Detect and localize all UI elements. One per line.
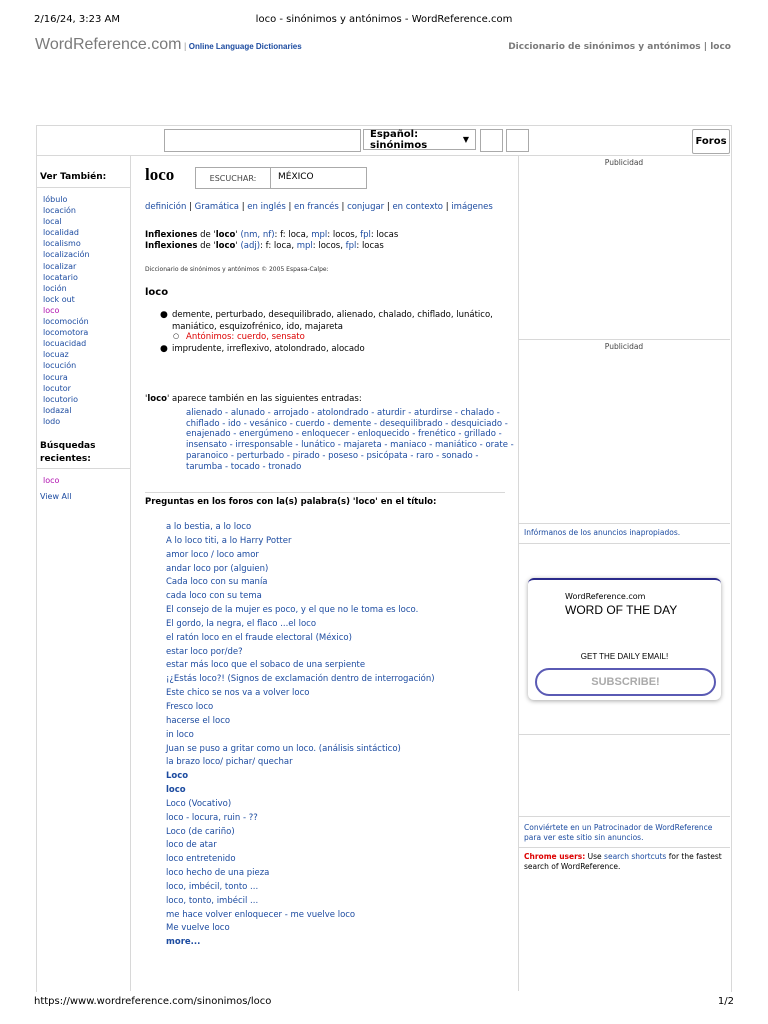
sidebar-divider	[36, 187, 130, 188]
synonyms-2	[160, 344, 502, 356]
forum-question-link[interactable]: Loco (de cariño)	[166, 826, 235, 837]
antonyms-text: Antónimos: cuerdo, sensato	[186, 332, 305, 342]
subscribe-button[interactable]: SUBSCRIBE!	[535, 668, 716, 696]
inflections-word: loco	[215, 241, 236, 251]
inflections-text: : locas	[356, 241, 384, 251]
forum-question-link[interactable]: a lo bestia, a lo loco	[166, 522, 252, 532]
see-also-item[interactable]: lóbulo	[43, 195, 68, 204]
nav-en-ingles[interactable]: en inglés	[247, 202, 286, 212]
recent-list	[43, 475, 59, 486]
logo-text[interactable]: WordReference.com	[35, 36, 182, 53]
chrome-text: for the fastest search of WordReference.	[524, 852, 722, 871]
see-also-item[interactable]: locución	[43, 361, 77, 371]
see-also-title: Ver También:	[40, 172, 107, 182]
tagline-separator: |	[181, 41, 189, 51]
forum-question-link[interactable]: loco entretenido	[166, 854, 236, 865]
right-divider	[518, 523, 730, 524]
bullet-icon: ●	[160, 344, 168, 354]
nav-en-frances[interactable]: en francés	[294, 202, 339, 212]
see-also-item[interactable]: locura	[43, 372, 68, 382]
see-also-item[interactable]: lodazal	[43, 405, 72, 415]
recent-item[interactable]: loco	[43, 476, 60, 485]
forum-question-link[interactable]: El consejo de la mujer es poco, y el que no le toma es loco.	[166, 605, 419, 616]
print-date: 2/16/24, 3:23 AM	[34, 14, 121, 25]
sense-heading: loco	[145, 287, 169, 298]
reverse-search-button[interactable]	[506, 129, 529, 152]
forum-question-link[interactable]: A lo loco titi, a lo Harry Potter	[166, 535, 292, 546]
forum-question-link[interactable]: loco	[166, 785, 186, 796]
wotd-brand: WordReference.com	[565, 592, 646, 601]
inflections-label: Inflexiones	[145, 230, 198, 240]
see-also-item[interactable]: localidad	[43, 228, 79, 238]
search-button[interactable]	[480, 129, 503, 152]
forum-question-link[interactable]: loco - locura, ruin - ??	[166, 812, 258, 823]
region-select[interactable]: MÉXICO	[278, 172, 314, 182]
see-also-item[interactable]: locutorio	[43, 394, 79, 404]
nav-definicion[interactable]: definición	[145, 202, 187, 212]
ad-label: Publicidad	[604, 342, 644, 351]
inflections-text: '	[235, 230, 241, 240]
see-also-item[interactable]: loción	[43, 283, 67, 293]
entry-nav-links: definición | Gramática | en inglés | en francés | conjugar | en contexto | imágenes	[145, 202, 493, 212]
also-appears-list[interactable]: alienado - alunado - arrojado - atolondrado - aturdir - aturdirse - chalado - chiflado - ido - vesánico - cuerdo - demente - desequilibrado - desquiciado - enajenado - energúmeno - enloquecer - enloquecido - frenético - grillado - insensato - irresponsable - lunático - majareta - maniaco - maniático - orate - paranoico - perturbado - pirado - poseso - psicópata - raro - sonado - tarumba - tocado - tronado	[186, 408, 514, 472]
more-link[interactable]: more...	[166, 937, 201, 948]
forum-questions-list	[166, 521, 435, 950]
also-appears-heading	[145, 394, 362, 404]
forum-questions-title: Preguntas en los foros con la(s) palabra(s) 'loco' en el título:	[145, 497, 437, 507]
also-word: loco	[147, 394, 167, 404]
forum-question-link[interactable]: el ratón loco en el fraude electoral (México)	[166, 632, 352, 643]
dictionary-select[interactable]	[363, 129, 476, 150]
recent-searches-title: Búsquedas recientes:	[40, 441, 96, 464]
see-also-item[interactable]: localización	[43, 250, 90, 260]
forum-question-link[interactable]: estar loco por/de?	[166, 646, 243, 657]
inflections-text: : f: loca,	[274, 230, 312, 240]
see-also-item[interactable]: locación	[43, 206, 77, 216]
inflections-noun	[145, 230, 398, 240]
see-also-item[interactable]: lock out	[43, 294, 75, 304]
forum-question-link[interactable]: ¡¿Estás loco?! (Signos de exclamación dentro de interrogación)	[166, 674, 435, 685]
see-also-list	[43, 194, 90, 427]
right-divider	[518, 816, 730, 817]
see-also-item[interactable]: localismo	[43, 239, 81, 249]
grammar-tag[interactable]: fpl	[345, 241, 357, 251]
forum-question-link[interactable]: amor loco / loco amor	[166, 549, 259, 560]
forum-question-link[interactable]: loco, tonto, imbécil ...	[166, 895, 259, 906]
inflections-text: '	[235, 241, 241, 251]
word-of-the-day-widget	[528, 578, 721, 700]
forum-question-link[interactable]: loco hecho de una pieza	[166, 868, 270, 879]
inflections-text: : locos,	[312, 241, 346, 251]
patron-link[interactable]: Conviértete en un Patrocinador de WordReference para ver este sitio sin anuncios.	[524, 823, 713, 842]
dictionary-select-value: Español: sinónimos	[370, 128, 428, 151]
wotd-heading: WORD OF THE DAY	[565, 603, 678, 617]
chrome-text: Use	[585, 852, 605, 861]
chrome-users-label: Chrome users:	[524, 852, 586, 861]
nav-imagenes[interactable]: imágenes	[451, 202, 493, 212]
inflections-text: : locos,	[327, 230, 361, 240]
search-input[interactable]	[164, 129, 361, 152]
forum-question-link[interactable]: loco de atar	[166, 840, 217, 851]
inflections-word: loco	[215, 230, 236, 240]
inflections-text: : locas	[370, 230, 399, 240]
forum-question-link[interactable]: cada loco con su tema	[166, 591, 262, 602]
dictionary-breadcrumb: Diccionario de sinónimos y antónimos | loco	[508, 42, 731, 52]
inflections-text: : f: loca,	[260, 241, 297, 251]
inflections-label: Inflexiones	[145, 241, 198, 251]
print-url: https://www.wordreference.com/sinonimos/loco	[34, 996, 272, 1007]
view-all-link[interactable]	[40, 491, 71, 502]
forum-question-link[interactable]: Me vuelve loco	[166, 923, 230, 934]
forum-question-link[interactable]: me hace volver enloquecer - me vuelve loco	[166, 909, 356, 920]
synonyms-text: demente, perturbado, desequilibrado, alienado, chalado, chiflado, lunático, maniático, esquizofrénico, ido, majareta	[172, 310, 493, 332]
right-divider	[518, 734, 730, 735]
forum-question-link[interactable]: Cada loco con su manía	[166, 577, 268, 588]
forum-question-link[interactable]: andar loco por (alguien)	[166, 563, 269, 574]
right-divider	[518, 543, 730, 544]
ad-label: Publicidad	[604, 158, 644, 167]
forum-question-link[interactable]: in loco	[166, 729, 194, 740]
see-also-item[interactable]: locuaz	[43, 350, 69, 360]
see-also-item[interactable]: local	[43, 217, 62, 227]
print-title: loco - sinónimos y antónimos - WordReference.com	[255, 14, 513, 25]
synonyms-text: imprudente, irreflexivo, atolondrado, alocado	[172, 344, 365, 354]
grammar-tag[interactable]: fpl	[360, 230, 371, 240]
forum-question-link[interactable]: Fresco loco	[166, 701, 214, 712]
grammar-tag[interactable]: (nm, nf)	[240, 230, 275, 240]
grammar-tag[interactable]: mpl	[311, 230, 328, 240]
bullet-icon: ●	[160, 310, 168, 320]
copyright-note: Diccionario de sinónimos y antónimos © 2005 Espasa-Calpe:	[145, 266, 329, 273]
nav-conjugar[interactable]: conjugar	[347, 202, 385, 212]
nav-en-contexto[interactable]: en contexto	[392, 202, 444, 212]
forum-question-link[interactable]: Loco	[166, 771, 189, 782]
see-also-item[interactable]: lodo	[43, 416, 61, 426]
inflections-text: de '	[197, 241, 216, 251]
forum-question-link[interactable]: Loco (Vocativo)	[166, 798, 232, 809]
site-logo[interactable]	[35, 36, 302, 54]
see-also-item[interactable]: locomotora	[43, 328, 89, 338]
see-also-item[interactable]: loco	[43, 305, 60, 315]
logo-tagline: Online Language Dictionaries	[188, 42, 302, 51]
chrome-users-note	[524, 852, 730, 872]
inflections-adj	[145, 241, 384, 251]
entry-word: loco	[145, 165, 175, 184]
nav-gramatica[interactable]: Gramática	[194, 202, 239, 212]
grammar-tag[interactable]: mpl	[296, 241, 313, 251]
print-page-number: 1/2	[717, 996, 734, 1007]
forum-question-link[interactable]: la brazo loco/ pichar/ quechar	[166, 757, 293, 768]
forum-question-link[interactable]: Juan se puso a gritar como un loco. (análisis sintáctico)	[166, 743, 401, 754]
view-all-label[interactable]: View All	[40, 492, 72, 501]
see-also-item[interactable]: localizar	[43, 261, 77, 271]
synonyms-1	[160, 310, 502, 333]
listen-label[interactable]: ESCUCHAR:	[196, 168, 271, 188]
right-divider	[518, 339, 730, 340]
see-also-item[interactable]: locomoción	[43, 317, 89, 327]
also-text: '	[145, 394, 148, 404]
sidebar-divider	[36, 468, 130, 469]
forum-divider	[145, 492, 505, 493]
report-ads-link[interactable]: Infórmanos de los anuncios inapropiados.	[524, 528, 681, 537]
forum-question-link[interactable]: Este chico se nos va a volver loco	[166, 688, 310, 699]
see-also-item[interactable]: locuacidad	[43, 339, 87, 349]
forum-question-link[interactable]: loco, imbécil, tonto ...	[166, 881, 259, 892]
forum-question-link[interactable]: estar más loco que el sobaco de una serpiente	[166, 660, 366, 671]
see-also-item[interactable]: locutor	[43, 383, 71, 393]
listen-widget[interactable]	[195, 167, 367, 189]
wotd-get-email: GET THE DAILY EMAIL!	[580, 652, 669, 661]
grammar-tag[interactable]: (adj)	[240, 241, 261, 251]
search-shortcuts-link[interactable]: search shortcuts	[604, 852, 667, 861]
forum-question-link[interactable]: hacerse el loco	[166, 715, 231, 726]
forums-button[interactable]: Foros	[692, 129, 730, 154]
right-divider	[518, 847, 730, 848]
see-also-item[interactable]: locatario	[43, 272, 78, 282]
forum-question-link[interactable]: El gordo, la negra, el flaco ...el loco	[166, 618, 317, 629]
antonyms	[173, 332, 305, 342]
circle-bullet-icon: ○	[173, 332, 180, 340]
inflections-text: de '	[197, 230, 216, 240]
chevron-down-icon: ▼	[462, 135, 469, 144]
also-text: ' aparece también en las siguientes entradas:	[166, 394, 362, 404]
